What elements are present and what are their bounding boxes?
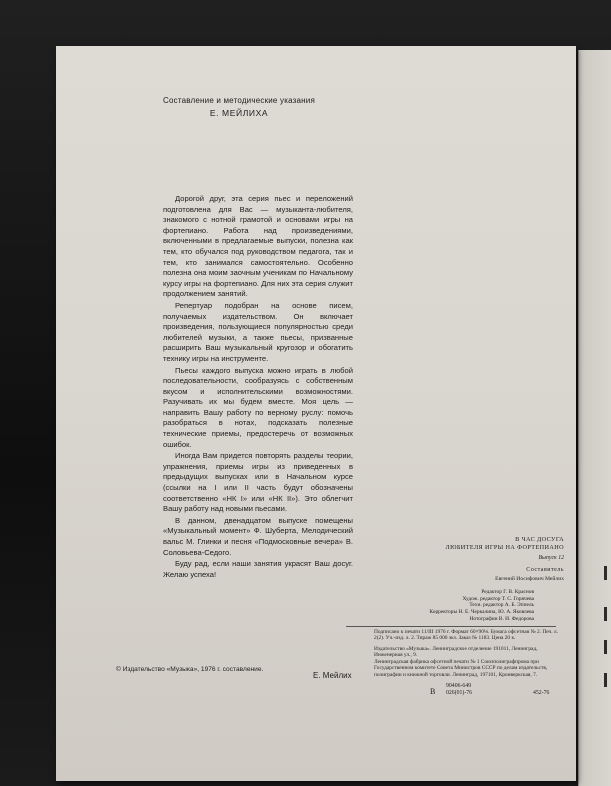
imprint-series-title: [374, 536, 564, 551]
copyright-notice: © Издательство «Музыка», 1976 г. составление.: [116, 666, 264, 673]
staff-line: Техн. редактор А. Б. Эппель: [469, 602, 534, 609]
series-line-1: В ЧАС ДОСУГА: [515, 536, 564, 543]
imprint-divider: [346, 626, 556, 627]
introductory-letter: [163, 194, 353, 581]
catalog-code-bottom: 026(01)-76: [446, 690, 473, 696]
letter-paragraph: Дорогой друг, эта серия пьес и переложений подготовлена для Вас — музыканта-любителя, знакомого с нотной грамотой и основами игры на фортепиано. Работа над произведениями, включенными в предлагаемые выпуски, полезна как тем, кто обучался под руководством педагога, так и тем, кто занимался самостоятельно. Особенно полезна она моим заочным ученикам по Начальному курсу игры на фортепиано. Для них эта серия служит продолжением занятий.: [163, 194, 353, 299]
print-details-2: Издательство «Музыка». Ленинградское отделение 191011, Ленинград, Инженерная ул., 9.: [374, 646, 538, 659]
letter-paragraph: В данном, двенадцатом выпуске помещены «Музыкальный момент» Ф. Шуберта, Мелодический вальс М. Глинки и песня «Подмосковные вечера» В. Соловьева-Седого.: [163, 515, 353, 557]
print-details-3: Ленинградская фабрика офсетной печати № 1 Союзполиграфпрома при Государственном комитете Совета Министров СССР по делам издательств, полиграфии и книжной торговли. Ленинград, 197101, Кронверкская, 7.: [374, 659, 548, 678]
adjacent-page-mark: [604, 673, 607, 687]
catalog-code: [446, 683, 472, 697]
editorial-staff: [374, 589, 534, 623]
imprint-issue: Выпуск 12: [538, 555, 564, 561]
adjacent-page-mark: [604, 566, 607, 580]
print-details-1: Подписано к печати 11/III 1976 г. Формат 60×90⅛. Бумага офсетная № 2. Печ. л. 2(2). Уч.-изд. л. 2. Тираж 85 000 экз. Заказ № 1183. Цена 20 к.: [374, 629, 558, 642]
catalog-code-letter: В: [430, 687, 436, 696]
catalog-order-number: 452-76: [533, 690, 550, 696]
compiler-label: Составитель: [526, 567, 564, 573]
adjacent-page-mark: [604, 640, 607, 654]
credits-heading: Составление и методические указания: [163, 96, 315, 105]
staff-line: Нотографии В. И. Федорова: [469, 615, 534, 622]
letter-paragraph: Репертуар подобран на основе писем, получаемых издательством. Он включает произведения, пользующиеся популярностью среди любителей музыки, а также пьесы, призванные расширить Ваш музыкальный кругозор и обогатить технику игры на инструменте.: [163, 300, 353, 363]
letter-paragraph: Пьесы каждого выпуска можно играть в любой последовательности, сообразуясь с собственным вкусом и исполнительскими возможностями. Разучивать их мы будем вместе. Моя цель — направить Вашу работу по верному руслу: помочь разобраться в нотах, подсказать полезные технические приемы, предостеречь от возможных ошибок.: [163, 365, 353, 449]
series-line-2: ЛЮБИТЕЛЯ ИГРЫ НА ФОРТЕПИАНО: [445, 543, 564, 551]
catalog-code-top: 90406-649: [446, 683, 472, 689]
letter-paragraph: Буду рад, если наши занятия украсят Ваш досуг. Желаю успеха!: [163, 559, 353, 579]
letter-paragraph: Иногда Вам придется повторять разделы теории, упражнения, приемы игры из приведенных в предыдущих выпусках или в Начальном курсе (ссылки на I или II часть будут обозначены соответственно «НК I» или «НК II»). Это облегчит Вашу работу над новыми пьесами.: [163, 451, 353, 514]
adjacent-page-mark: [604, 607, 607, 621]
book-page: [56, 46, 576, 781]
compiler-name: Евгений Иосифович Мейлих: [495, 576, 564, 582]
staff-line: Редактор Г. В. Краснов: [481, 589, 534, 595]
letter-signature: Е. Мейлих: [313, 671, 352, 680]
credits-author: Е. МЕЙЛИХА: [209, 108, 269, 118]
staff-line: Худож. редактор Т. С. Горячева: [462, 595, 534, 602]
staff-line: Корректоры Н. Е. Черкалина, Ю. А. Яковлева: [429, 609, 534, 616]
